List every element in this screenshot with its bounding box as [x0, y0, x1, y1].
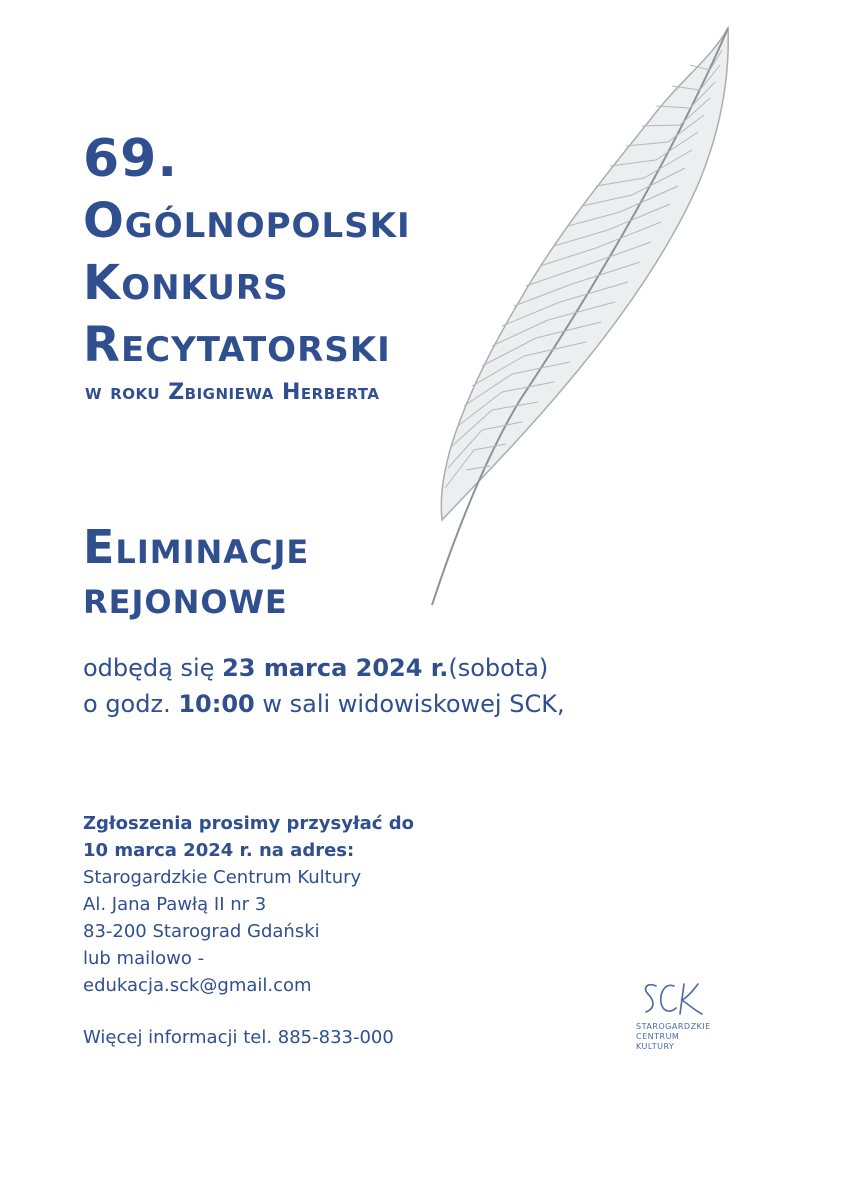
edition-number: 69. [83, 129, 179, 189]
eliminations-line-1: Eliminacje [83, 520, 310, 574]
contact-city: 83-200 Starograd Gdański [83, 921, 320, 942]
contact-org: Starogardzkie Centrum Kultury [83, 867, 362, 888]
title-line-1: Ogólnopolski [83, 193, 411, 249]
contact-heading-2: 10 marca 2024 r. na adres: [83, 840, 355, 861]
contact-block [83, 810, 414, 1051]
subtitle: w roku Zbigniewa Herberta [85, 380, 380, 405]
sck-logo-icon [640, 978, 710, 1020]
event-time: 10:00 [178, 690, 255, 718]
contact-or-email: lub mailowo - [83, 948, 205, 969]
event-venue: w sali widowiskowej SCK, [254, 690, 565, 718]
event-info [83, 650, 565, 722]
event-date: 23 marca 2024 r. [222, 654, 449, 682]
spacer [83, 999, 414, 1024]
quill-feather-icon [410, 20, 740, 620]
contact-heading-1: Zgłoszenia prosimy przysyłać do [83, 813, 414, 834]
contact-phone: Więcej informacji tel. 885-833-000 [83, 1027, 394, 1048]
title-line-2: Konkurs [83, 255, 289, 311]
contact-street: Al. Jana Pawłą II nr 3 [83, 894, 267, 915]
logo-text [636, 1022, 711, 1052]
title-line-3: Recytatorski [83, 317, 391, 373]
eliminations-heading [83, 522, 309, 622]
logo-line-2: CENTRUM [636, 1032, 680, 1041]
event-date-prefix: odbędą się [83, 654, 223, 682]
event-day: (sobota) [448, 654, 549, 682]
event-time-line [83, 686, 565, 722]
eliminations-line-2: rejonowe [83, 570, 288, 624]
logo-line-1: STAROGARDZKIE [636, 1022, 711, 1031]
event-time-prefix: o godz. [83, 690, 179, 718]
sck-logo [636, 978, 726, 1058]
logo-line-3: KULTURY [636, 1042, 675, 1051]
event-date-line [83, 650, 565, 686]
title-block [83, 128, 411, 408]
contact-email-link[interactable]: edukacja.sck@gmail.com [83, 975, 312, 996]
